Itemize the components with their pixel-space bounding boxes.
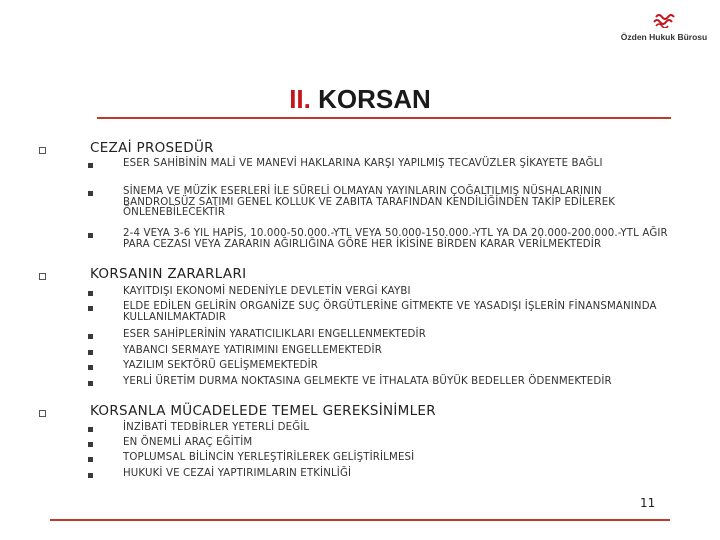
slide-title xyxy=(0,84,720,115)
list-item-text: ELDE EDİLEN GELİRİN ORGANİZE SUÇ ÖRGÜTLERİNE GİTMEKTE VE YASADIŞI İŞLERİN FİNANSMANINDA KULLANILMAKTADIR xyxy=(123,301,657,323)
list-bullet-icon xyxy=(88,306,93,311)
firm-logo xyxy=(612,12,716,42)
list-item-text: 2-4 VEYA 3-6 YIL HAPİS, 10.000-50.000.-YTL VEYA 50.000-150.000.-YTL YA DA 20.000-200.000.-YTL AĞIR PARA CEZASI VEYA ZARARIN AĞIRLIĞINA GÖRE HER İKİSİNE BİRDEN KARAR VERİLMEKTEDİR xyxy=(123,228,668,250)
list-item-text: SİNEMA VE MÜZİK ESERLERİ İLE SÜRELİ OLMAYAN YAYINLARIN ÇOĞALTILMIŞ NÜSHALARININ BANDROLSÜZ SATIMI GENEL KOLLUK VE ZABITA TARAFINDAN KENDİLİĞİNDEN TAKİP EDİLEREK ÖNLENEBİLECEKTİR xyxy=(123,186,616,218)
list-item-text: HUKUKİ VE CEZAİ YAPTIRIMLARIN ETKİNLİĞİ xyxy=(123,468,352,479)
footer-divider xyxy=(50,519,670,521)
list-item-text: YERLİ ÜRETİM DURMA NOKTASINA GELMEKTE VE İTHALATA BÜYÜK BEDELLER ÖDENMEKTEDİR xyxy=(123,376,612,387)
list-bullet-icon xyxy=(88,291,93,296)
list-bullet-icon xyxy=(88,457,93,462)
firm-logo-text: Özden Hukuk Bürosu xyxy=(620,32,708,42)
list-item-text: TOPLUMSAL BİLİNCİN YERLEŞTİRİLEREK GELİŞTİRİLMESİ xyxy=(123,452,415,463)
list-item-text: ESER SAHİBİNİN MALİ VE MANEVİ HAKLARINA KARŞI YAPILMIŞ TECAVÜZLER ŞİKAYETE BAĞLI xyxy=(123,158,603,169)
list-item-text: İNZİBATİ TEDBİRLER YETERLİ DEĞİL xyxy=(123,422,310,433)
slide-title-text: KORSAN xyxy=(318,84,431,114)
section-title: CEZAİ PROSEDÜR xyxy=(90,140,214,156)
list-item-text: KAYITDIŞI EKONOMİ NEDENİYLE DEVLETİN VERGİ KAYBI xyxy=(123,286,411,297)
section-title: KORSANIN ZARARLARI xyxy=(90,266,247,282)
list-bullet-icon xyxy=(88,473,93,478)
list-item-text: YABANCI SERMAYE YATIRIMINI ENGELLEMEKTEDİR xyxy=(123,345,382,356)
list-bullet-icon xyxy=(88,334,93,339)
list-bullet-icon xyxy=(88,365,93,370)
list-item-text: EN ÖNEMLİ ARAÇ EĞİTİM xyxy=(123,437,253,448)
list-item-text: ESER SAHİPLERİNİN YARATICILIKLARI ENGELLENMEKTEDİR xyxy=(123,329,426,340)
section-title: KORSANLA MÜCADELEDE TEMEL GEREKSİNİMLER xyxy=(90,403,436,419)
list-item-text: YAZILIM SEKTÖRÜ GELİŞMEMEKTEDİR xyxy=(123,360,318,371)
list-bullet-icon xyxy=(88,163,93,168)
title-divider xyxy=(97,117,671,119)
firm-logo-icon xyxy=(653,12,675,28)
list-bullet-icon xyxy=(88,233,93,238)
section-bullet-icon xyxy=(39,147,46,154)
page-number: 11 xyxy=(640,496,656,510)
list-bullet-icon xyxy=(88,191,93,196)
section-bullet-icon xyxy=(39,273,46,280)
list-bullet-icon xyxy=(88,427,93,432)
list-bullet-icon xyxy=(88,350,93,355)
list-bullet-icon xyxy=(88,442,93,447)
slide-title-number: II. xyxy=(289,84,311,114)
list-bullet-icon xyxy=(88,381,93,386)
section-bullet-icon xyxy=(39,410,46,417)
